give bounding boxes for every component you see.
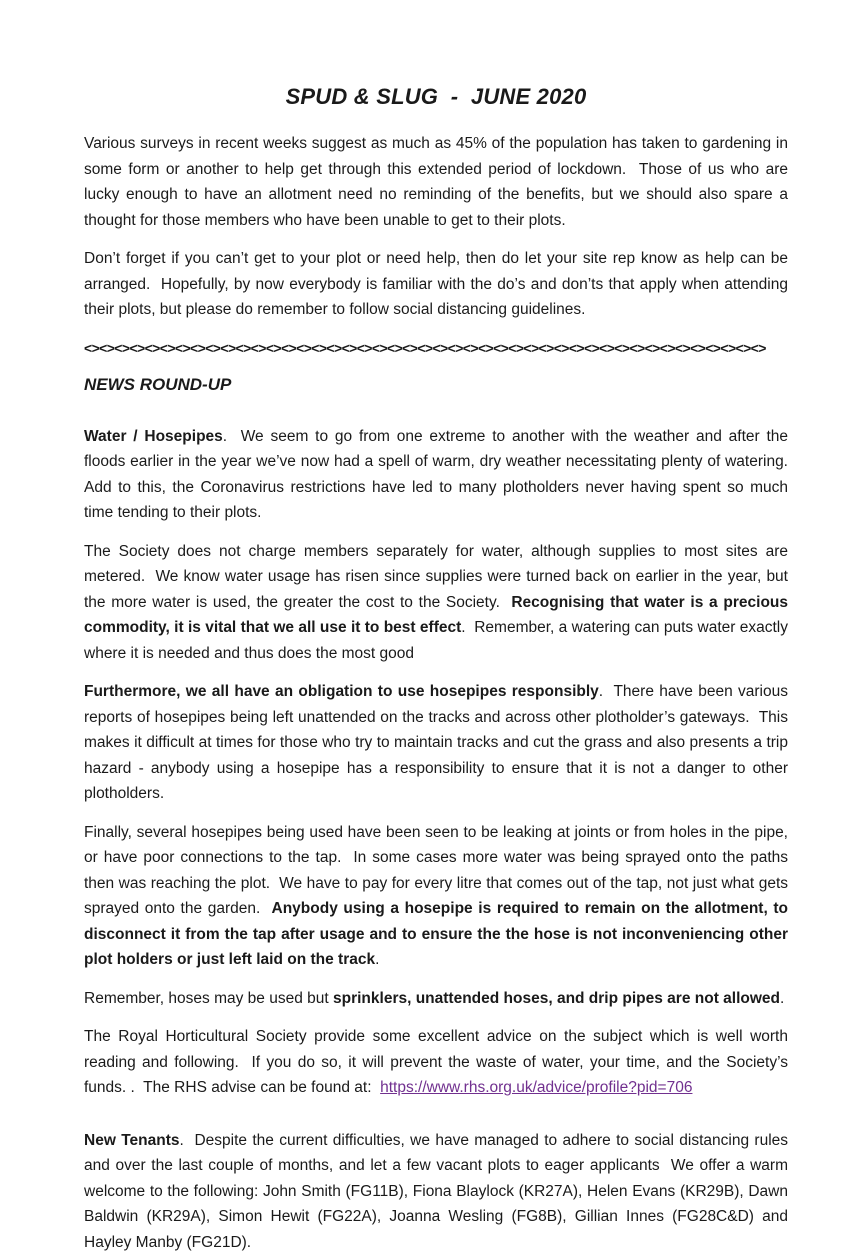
section-heading-news-round-up: NEWS ROUND-UP — [84, 372, 788, 397]
paragraph-new-tenants — [84, 1128, 788, 1255]
paragraph-sprinklers-rule — [84, 986, 788, 1012]
bold-text-run: Recognising that water is a precious commodity, it is vital that we all use it to best effect — [84, 594, 792, 637]
paragraph-water-costs — [84, 539, 788, 667]
chevron-divider: <><><><><><><><><><><><><><><><><><><><><><><><><><><><><><><><><><><><><><><><><><><><><> — [84, 336, 788, 361]
text-run: . We seem to go from one extreme to another with the weather and after the floods earlier in the year we’ve now had a spell of warm, dry weather necessitating plenty of watering. Add to this, the Coronavirus restrictions have led to many plotholders never having spent so much time tending to their plots. — [84, 428, 797, 522]
text-run: Finally, several hosepipes being used have been seen to be leaking at joints or from holes in the pipe, or have poor connections to the tap. In some cases more water was being sprayed onto the paths then was reaching the plot. We have to pay for every litre that comes out of the tap, not just what gets sprayed onto the garden. — [84, 824, 792, 918]
bold-text-run: Anybody using a hosepipe is required to remain on the allotment, to disconnect it from the tap after usage and to ensure the the hose is not inconveniencing other plot holders or just left laid on the track — [84, 900, 792, 968]
text-run: . — [780, 990, 784, 1007]
text-run: . Despite the current difficulties, we have managed to adhere to social distancing rules and over the last couple of months, and let a few vacant plots to eager applicants We offer a warm welcome to the following: John Smith (FG11B), Fiona Blaylock (KR27A), Helen Evans (KR29B), Dawn Baldwin (KR29A), Simon Hewit (FG22A), Joanna Wesling (FG8B), Gillian Innes (FG28C&D) and Hayley Manby (FG21D). — [84, 1132, 792, 1251]
text-run: Don’t forget if you can’t get to your plot or need help, then do let your site rep know as help can be arranged. Hopefully, by now everybody is familiar with the do’s and don’ts that apply when attending their plots, but please do remember to follow social distancing guidelines. — [84, 250, 792, 318]
paragraph-intro-gardening — [84, 131, 788, 233]
paragraph-hosepipe-responsibility — [84, 679, 788, 807]
text-run: The Royal Horticultural Society provide some excellent advice on the subject which is well worth reading and following. If you do so, it will prevent the waste of water, your time, and the Society’s funds. . The RHS advise can be found at: — [84, 1028, 792, 1096]
bold-text-run: Furthermore, we all have an obligation to use hosepipes responsibly — [84, 683, 599, 700]
paragraph-water-hosepipes — [84, 424, 788, 526]
text-run: . There have been various reports of hosepipes being left unattended on the tracks and across other plotholder’s gateways. This makes it difficult at times for those who try to maintain tracks and cut the grass and also presents a trip hazard - anybody using a hosepipe has a responsibility to ensure that it is not a danger to other plotholders. — [84, 683, 792, 802]
text-run: . — [375, 951, 379, 968]
newsletter-title: SPUD & SLUG - JUNE 2020 — [84, 84, 788, 110]
text-run: The Society does not charge members separately for water, although supplies to most sites are metered. We know water usage has risen since supplies were turned back on earlier in the year, but the more water is used, the greater the cost to the Society. — [84, 543, 792, 611]
paragraph-hosepipe-leaks — [84, 820, 788, 973]
text-run: Various surveys in recent weeks suggest as much as 45% of the population has taken to gardening in some form or another to help get through this extended period of lockdown. Those of us who are lucky enough to have an allotment need no reminding of the benefits, but we should also spare a thought for those members who have been unable to get to their plots. — [84, 135, 792, 229]
bold-text-run: Water / Hosepipes — [84, 428, 223, 445]
bold-text-run: sprinklers, unattended hoses, and drip pipes are not allowed — [333, 990, 780, 1007]
rhs-advice-link[interactable]: https://www.rhs.org.uk/advice/profile?pid=706 — [380, 1079, 692, 1096]
text-run: Remember, hoses may be used but — [84, 990, 333, 1007]
paragraph-rhs-advice — [84, 1024, 788, 1101]
text-run: . Remember, a watering can puts water exactly where it is needed and thus does the most good — [84, 619, 792, 662]
bold-text-run: New Tenants — [84, 1132, 179, 1149]
paragraph-plot-help — [84, 246, 788, 323]
